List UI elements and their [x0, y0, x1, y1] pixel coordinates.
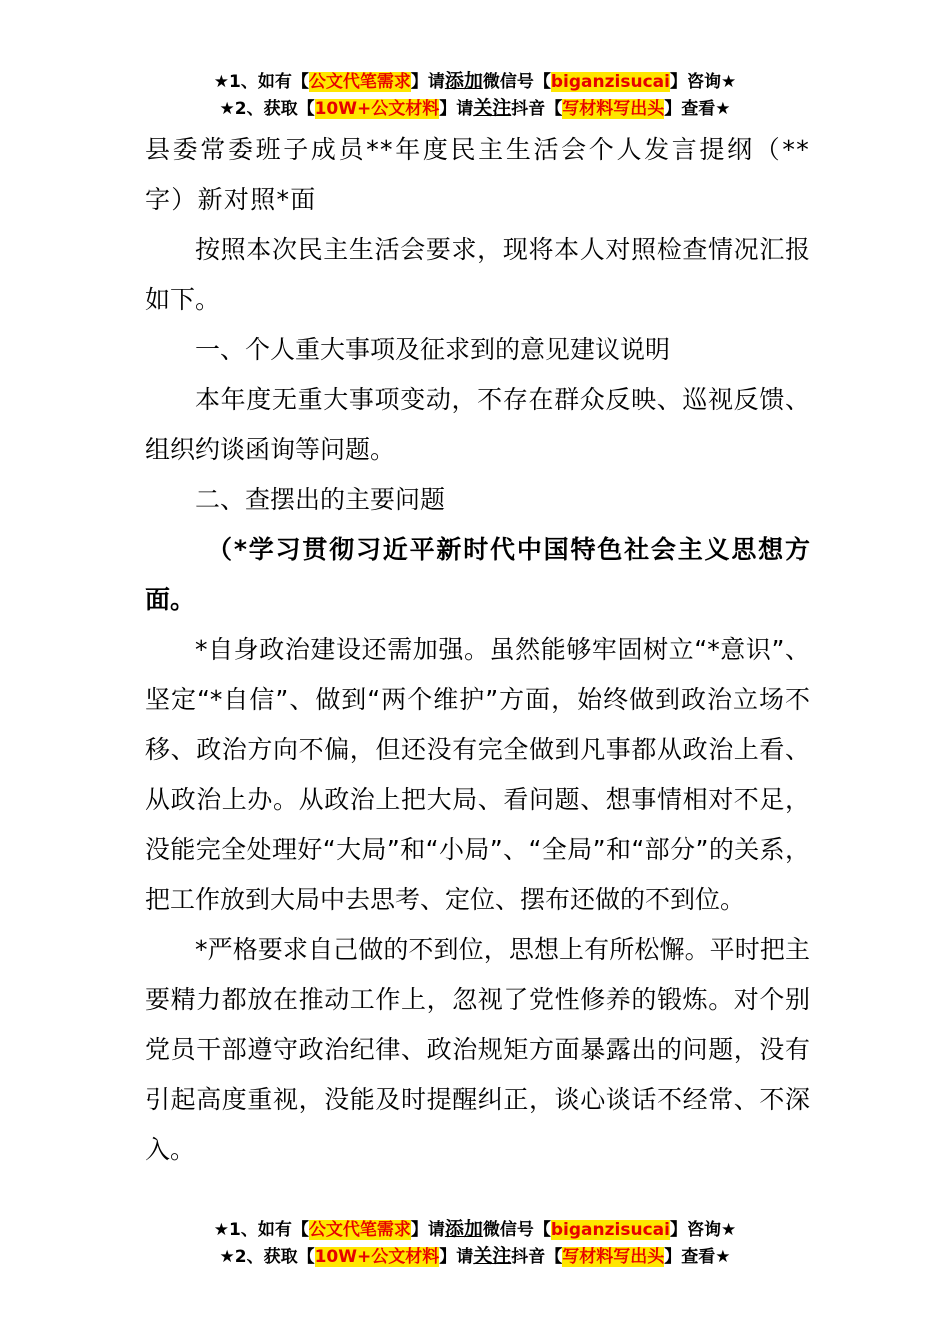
paragraph-intro: 按照本次民主生活会要求，现将本人对照检查情况汇报如下。 [145, 235, 810, 314]
banner-text: ★2、获取【 [219, 99, 315, 119]
banner-highlight: 10W+公文材料 [314, 1247, 440, 1267]
document-title: 县委常委班子成员**年度民主生活会个人发言提纲（**字）新对照*面 [145, 135, 810, 214]
banner-underlined-text: 关注 [473, 97, 512, 119]
banner-highlight: 公文代笔需求 [308, 1220, 411, 1240]
paragraph: *自身政治建设还需加强。虽然能够牢固树立“*意识”、坚定“*自信”、做到“两个维护”方面，始终做到政治立场不移、政治方向不偏，但还没有完全做到凡事都从政治上看、从政治上办。从政治上把大局、看问题、想事情相对不足，没能完全处理好“大局”和“小局”、“全局”和“部分”的关系，把工作放到大局中去思考、定位、摆布还做的不到位。 [145, 635, 810, 914]
banner-text: 】请 [439, 99, 474, 119]
footer-banner [0, 1216, 950, 1270]
banner-text: 抖音【 [511, 99, 563, 119]
banner-line-1 [0, 1216, 950, 1243]
banner-text: 微信号【 [482, 1220, 551, 1240]
banner-text: 】查看★ [664, 99, 731, 119]
banner-highlight: 写材料写出头 [562, 99, 665, 119]
paragraph: *严格要求自己做的不到位，思想上有所松懈。平时把主要精力都放在推动工作上，忽视了党性修养的锻炼。对个别党员干部遵守政治纪律、政治规矩方面暴露出的问题，没有引起高度重视，没能及时提醒纠正，谈心谈话不经常、不深入。 [145, 935, 810, 1164]
paragraph: 本年度无重大事项变动，不存在群众反映、巡视反馈、组织约谈函询等问题。 [145, 385, 810, 464]
banner-text: 】咨询★ [669, 72, 737, 92]
banner-text: 】咨询★ [669, 1220, 737, 1240]
banner-underlined-text: 添加 [444, 1218, 483, 1240]
section-heading-2: 二、查摆出的主要问题 [195, 485, 446, 514]
banner-text: 】请 [410, 1220, 445, 1240]
banner-text: ★2、获取【 [219, 1247, 315, 1267]
subsection-heading: （*学习贯彻习近平新时代中国特色社会主义思想方面。 [145, 535, 810, 614]
banner-line-2 [0, 1243, 950, 1270]
section-heading-1: 一、个人重大事项及征求到的意见建议说明 [195, 335, 671, 364]
banner-underlined-text: 添加 [444, 70, 483, 92]
banner-text: 】查看★ [664, 1247, 731, 1267]
banner-highlight: 10W+公文材料 [314, 99, 440, 119]
banner-text: 微信号【 [482, 72, 551, 92]
banner-text: 抖音【 [511, 1247, 563, 1267]
banner-highlight: 公文代笔需求 [308, 72, 411, 92]
banner-text: 】请 [439, 1247, 474, 1267]
banner-text: ★1、如有【 [213, 1220, 309, 1240]
banner-line-1 [0, 68, 950, 95]
banner-underlined-text: 关注 [473, 1245, 512, 1267]
banner-highlight: biganzisucai [550, 72, 670, 92]
banner-highlight: biganzisucai [550, 1220, 670, 1240]
banner-line-2 [0, 95, 950, 122]
banner-text: ★1、如有【 [213, 72, 309, 92]
header-banner [0, 68, 950, 122]
banner-text: 】请 [410, 72, 445, 92]
banner-highlight: 写材料写出头 [562, 1247, 665, 1267]
document-body [145, 125, 810, 1175]
